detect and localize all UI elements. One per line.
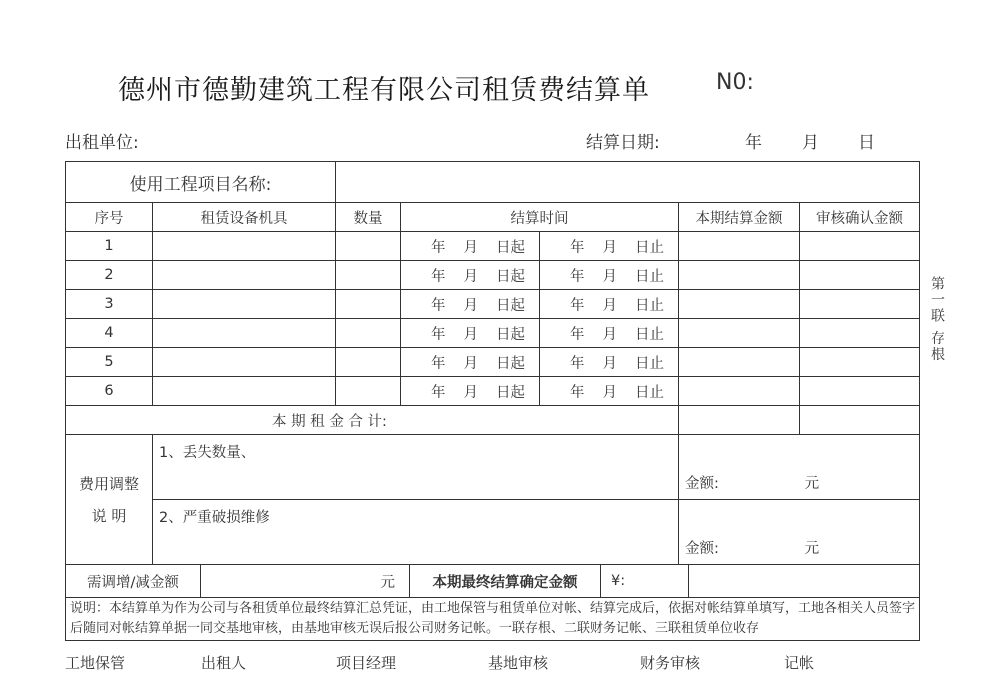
adjust-amount-value[interactable] [201,565,410,597]
date-month: 月 [463,297,479,314]
column-header-quantity: 数量 [336,203,401,232]
signature-bookkeeping: 记帐 [784,654,815,672]
column-header-period: 结算时间 [401,203,679,232]
date-month: 月 [602,239,618,256]
date-year: 年 [570,297,585,314]
date-year: 年 [431,297,446,314]
settlement-month-label: 月 [802,133,819,153]
table-row [66,348,920,377]
date-year: 年 [570,239,585,256]
rent-total-label: 本 期 租 金 合 计: [66,406,679,435]
note-text: 说明：本结算单为作为公司与各租赁单位最终结算汇总凭证，由工地保管与租赁单位对帐、结算完成后，依据对帐结算单填写，工地各相关人员签字后随同对帐结算单据一同交基地审核，由基地审核无误后报公司财务记帐。一联存根、二联财务记帐、三联租赁单位收存 [66,598,920,641]
date-year: 年 [431,355,446,372]
row-audit-amount-cell[interactable] [800,348,920,377]
settlement-year-label: 年 [745,133,762,153]
row-end-date [540,232,679,261]
signature-site-keeper: 工地保管 [65,654,126,672]
yuan-label: 元 [804,541,820,557]
amount-label: 金额: [685,476,719,492]
rent-total-current-cell[interactable] [679,406,800,435]
row-start-date [401,319,540,348]
date-day-start: 日起 [496,355,526,372]
lessor-label: 出租单位: [65,133,139,153]
adjust-item-lost[interactable]: 1、丢失数量、 [153,435,679,500]
yuan-label: 元 [804,476,820,492]
row-seq: 6 [66,377,153,406]
row-equipment-cell[interactable] [153,319,336,348]
row-audit-amount-cell[interactable] [800,377,920,406]
adjust-label [66,435,153,565]
date-day-end: 日止 [635,355,665,372]
date-day-start: 日起 [496,268,526,285]
row-audit-amount-cell[interactable] [800,232,920,261]
signature-project-manager: 项目经理 [336,654,397,672]
date-year: 年 [570,268,585,285]
date-month: 月 [463,384,479,401]
row-quantity-cell[interactable] [336,348,401,377]
document-title: 德州市德勤建筑工程有限公司租赁费结算单 [118,75,650,106]
column-header-equipment: 租赁设备机具 [153,203,336,232]
date-year: 年 [431,268,446,285]
date-year: 年 [431,326,446,343]
date-day-start: 日起 [496,326,526,343]
row-equipment-cell[interactable] [153,261,336,290]
table-row [66,377,920,406]
date-month: 月 [463,326,479,343]
adjust-item-damage[interactable]: 2、严重破损维修 [153,500,679,565]
date-year: 年 [570,355,585,372]
row-current-amount-cell[interactable] [679,348,800,377]
row-audit-amount-cell[interactable] [800,261,920,290]
bottom-summary-row [66,565,689,598]
row-start-date [401,261,540,290]
date-month: 月 [602,355,618,372]
table-row [66,232,920,261]
adjust-label-line1: 费用调整 [78,474,139,493]
date-day-start: 日起 [496,384,526,401]
table-row [66,261,920,290]
rent-total-audit-cell[interactable] [800,406,920,435]
row-equipment-cell[interactable] [153,377,336,406]
signature-lessor: 出租人 [201,654,247,672]
project-name-label: 使用工程项目名称: [66,162,336,203]
date-month: 月 [602,326,618,343]
date-day-end: 日止 [635,268,665,285]
adjust-amount-lost[interactable] [679,435,920,500]
row-current-amount-cell[interactable] [679,290,800,319]
copy-side-label: 第一联 存根 [929,276,945,363]
settlement-day-label: 日 [858,133,875,153]
row-equipment-cell[interactable] [153,290,336,319]
project-name-value[interactable] [336,162,920,203]
yuan-label: 元 [380,574,395,591]
date-year: 年 [431,239,446,256]
date-day-start: 日起 [496,239,526,256]
column-header-audit-amount: 审核确认金额 [800,203,920,232]
row-audit-amount-cell[interactable] [800,319,920,348]
row-seq: 4 [66,319,153,348]
date-day-end: 日止 [635,297,665,314]
signature-base-audit: 基地审核 [488,654,549,672]
row-start-date [401,232,540,261]
final-currency-label: ¥: [611,573,626,589]
row-current-amount-cell[interactable] [679,261,800,290]
date-day-start: 日起 [496,297,526,314]
row-end-date [540,290,679,319]
row-end-date [540,348,679,377]
signature-finance-audit: 财务审核 [640,654,701,672]
row-quantity-cell[interactable] [336,290,401,319]
date-month: 月 [463,355,479,372]
row-end-date [540,319,679,348]
row-quantity-cell[interactable] [336,377,401,406]
row-seq: 2 [66,261,153,290]
settlement-table [65,161,920,641]
date-month: 月 [602,297,618,314]
final-amount-value[interactable] [689,565,920,598]
row-seq: 3 [66,290,153,319]
final-amount-label: 本期最终结算确定金额 [410,565,601,597]
date-day-end: 日止 [635,239,665,256]
adjust-label-line2: 说 明 [91,506,127,525]
row-equipment-cell[interactable] [153,232,336,261]
date-day-end: 日止 [635,384,665,401]
table-row [66,319,920,348]
row-current-amount-cell[interactable] [679,232,800,261]
column-header-seq: 序号 [66,203,153,232]
row-seq: 5 [66,348,153,377]
row-start-date [401,348,540,377]
row-current-amount-cell[interactable] [679,377,800,406]
document-number-label: N0: [716,70,754,95]
date-month: 月 [463,268,479,285]
date-year: 年 [431,384,446,401]
adjust-amount-label: 需调增/减金额 [66,565,201,597]
row-quantity-cell[interactable] [336,319,401,348]
date-year: 年 [570,326,585,343]
row-end-date [540,377,679,406]
row-start-date [401,290,540,319]
row-current-amount-cell[interactable] [679,319,800,348]
amount-label: 金额: [685,541,719,557]
row-equipment-cell[interactable] [153,348,336,377]
row-audit-amount-cell[interactable] [800,290,920,319]
date-month: 月 [602,268,618,285]
row-quantity-cell[interactable] [336,232,401,261]
date-month: 月 [463,239,479,256]
column-header-current-amount: 本期结算金额 [679,203,800,232]
row-end-date [540,261,679,290]
row-start-date [401,377,540,406]
settlement-date-label: 结算日期: [586,133,660,153]
table-row [66,290,920,319]
date-month: 月 [602,384,618,401]
row-seq: 1 [66,232,153,261]
date-year: 年 [570,384,585,401]
adjust-amount-damage[interactable] [679,500,920,565]
date-day-end: 日止 [635,326,665,343]
row-quantity-cell[interactable] [336,261,401,290]
